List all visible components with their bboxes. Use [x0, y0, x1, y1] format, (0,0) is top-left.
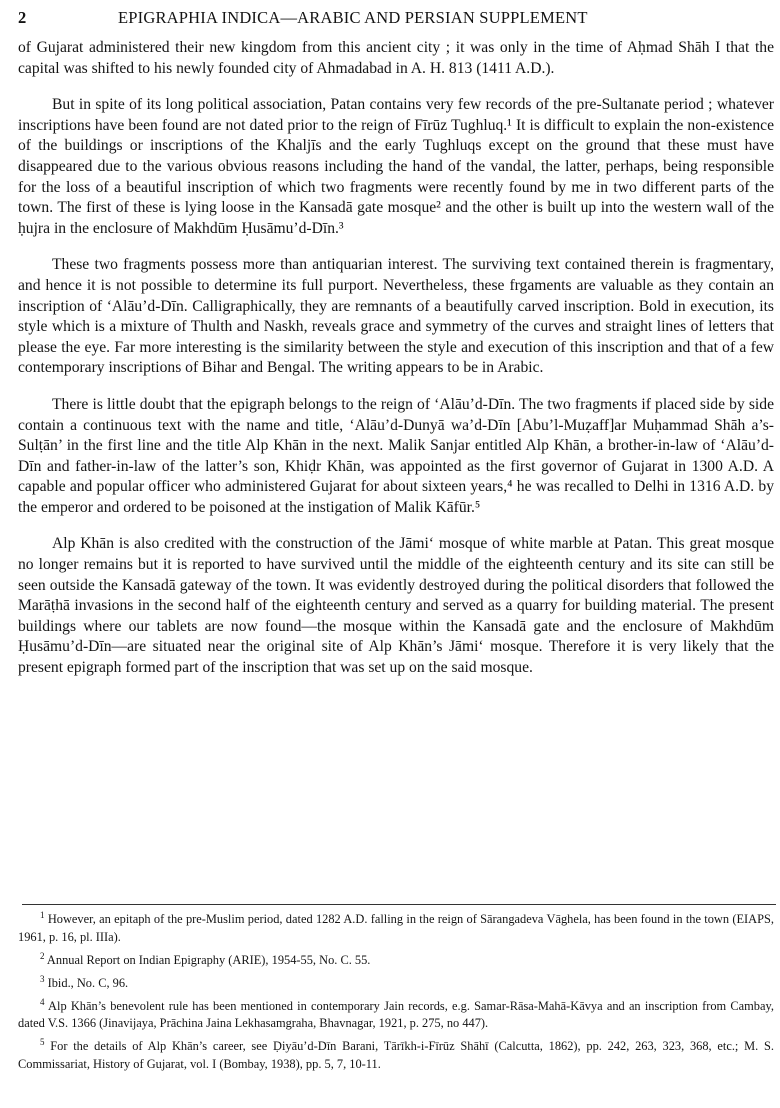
page-header	[18, 8, 778, 30]
footnote-text: Alp Khān’s benevolent rule has been mentioned in contemporary Jain records, e.g. Samar-Rāsa-Mahā-Kāvya and an inscription from Cambay, dated V.S. 1366 (Jinavijaya, Prāchina Jaina Lekhasamgraha, Bhavnagar, 1921, p. 275, no 447).	[18, 998, 774, 1030]
running-head: EPIGRAPHIA INDICA—ARABIC AND PERSIAN SUPPLEMENT	[118, 8, 588, 27]
footnote-text: Annual Report on Indian Epigraphy (ARIE), 1954-55, No. C. 55.	[46, 952, 371, 967]
footnote-text: Ibid., No. C, 96.	[47, 975, 129, 990]
page-number: 2	[18, 8, 27, 27]
footnote-text: For the details of Alp Khān’s career, see Ḍiyāu’d-Dīn Barani, Tārīkh-i-Fīrūz Shāhī (Calcutta, 1862), pp. 242, 263, 323, 368, etc.; M. S. Commissariat, History of Gujarat, vol. I (Bombay, 1938), pp. 5, 7, 10-11.	[18, 1039, 774, 1071]
footnote-text: However, an epitaph of the pre-Muslim period, dated 1282 A.D. falling in the reign of Sārangadeva Vāghela, has been found in the town (EIAPS, 1961, p. 16, pl. IIIa).	[18, 912, 774, 944]
footnote-marker: 4	[40, 996, 45, 1007]
footnote-marker: 5	[40, 1036, 45, 1047]
paragraph-2: But in spite of its long political association, Patan contains very few records of the pre-Sultanate period ; whatever inscriptions have been found are not dated prior to the reign of Fīrūz Tughluq.¹ It is difficult to explain the non-existence of the buildings or inscriptions of the Khaljīs and the early Tughluqs except on the ground that these must have disappeared due to the various obvious reasons including the hand of the vandal, the latter, perhaps, being responsible for the loss of a beautiful inscription of which two fragments were recently found by me in two different parts of the town. The first of these is lying loose in the Kansadā gate mosque² and the other is built up into the western wall of the ḥujra in the enclosure of Makhdūm Ḥusāmu’d-Dīn.³	[18, 96, 774, 237]
footnote-3	[18, 975, 774, 993]
footnote-4	[18, 998, 774, 1033]
paragraph-3: These two fragments possess more than antiquarian interest. The surviving text contained therein is fragmentary, and hence it is not possible to determine its full purport. Nevertheless, these frgaments are valuable as they contain an inscription of ‘Alāu’d-Dīn. Calligraphically, they are remnants of a beautifully carved inscription. Bold in execution, its style which is a mixture of Thulth and Naskh, reveals grace and symmetry of the curves and straight lines of letters that please the eye. Far more interesting is the similarity between the style and execution of this inscription and that of a few contemporary inscriptions of Bihar and Bengal. The writing appears to be in Arabic.	[18, 256, 774, 377]
body-text	[18, 38, 774, 695]
footnote-marker: 1	[40, 909, 45, 920]
footnotes	[18, 911, 774, 1079]
paragraph-4: There is little doubt that the epigraph belongs to the reign of ‘Alāu’d-Dīn. The two fragments if placed side by side contain a continuous text with the name and title, ‘Alāu’d-Dunyā wa’d-Dīn [Abu’l-Muẓaff]ar Muḥammad Shāh a’s-Sulṭān’ in the first line and the title Alp Khān in the next. Malik Sanjar entitled Alp Khān, a brother-in-law of ‘Alāu’d-Dīn and father-in-law of the latter’s son, Khiḍr Khān, was appointed as the first governor of Gujarat in 1300 A.D. A capable and popular officer who administered Gujarat for about sixteen years,⁴ he was recalled to Delhi in 1316 A.D. by the emperor and ordered to be poisoned at the instigation of Malik Kāfūr.⁵	[18, 395, 774, 516]
footnote-marker: 3	[40, 973, 45, 984]
paragraph-5: Alp Khān is also credited with the construction of the Jāmi‘ mosque of white marble at Patan. This great mosque no longer remains but it is reported to have survived until the middle of the eighteenth century and its site can still be seen outside the Kansadā gateway of the town. It was evidently destroyed during the political disorders that followed the Marāṭhā invasions in the second half of the eighteenth century and served as a quarry for building material. The present buildings where our tablets are now found—the mosque within the Kansadā gate and the enclosure of Makhdūm Ḥusāmu’d-Dīn—are situated near the original site of Alp Khān’s Jāmi‘ mosque. Therefore it is very likely that the present epigraph formed part of the inscription that was set up on the said mosque.	[18, 535, 774, 677]
footnote-1	[18, 911, 774, 946]
footnote-2	[18, 952, 774, 970]
footnote-marker: 2	[40, 950, 45, 961]
footnote-divider	[22, 904, 776, 905]
footnote-5	[18, 1038, 774, 1073]
paragraph-1: of Gujarat administered their new kingdom from this ancient city ; it was only in the time of Aḥmad Shāh I that the capital was shifted to his newly founded city of Ahmadabad in A. H. 813 (1411 A.D.).	[18, 39, 774, 77]
